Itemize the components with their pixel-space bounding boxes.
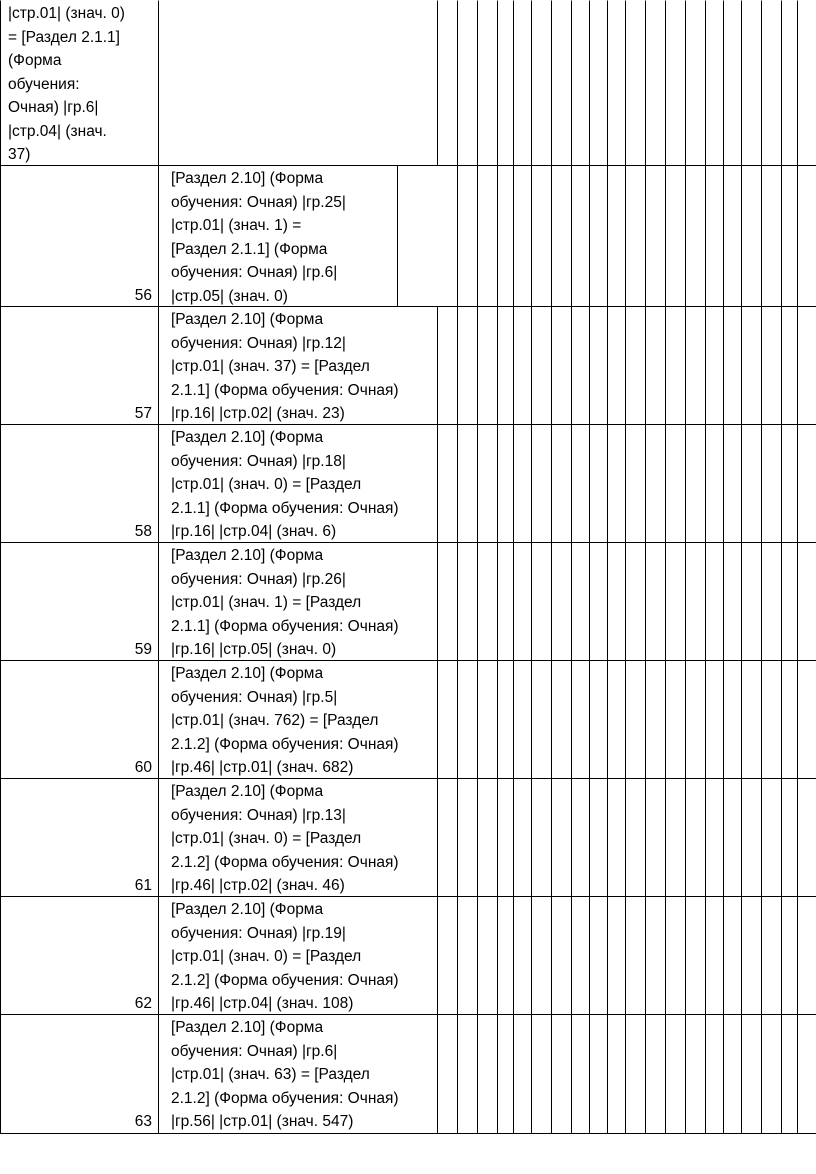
row-text-58: [Раздел 2.10] (Форма обучения: Очная) |гр.18| |стр.01| (знач. 0) = [Раздел 2.1.1] (Форма обучения: Очная) |гр.16| |стр.04| (знач. 6) [171,429,399,540]
continuation-cell-text: |стр.01| (знач. 0) = [Раздел 2.1.1] (Форма обучения: Очная) |гр.6| |стр.04| (знач. 37) [8,5,125,163]
row-number-58: 58 [134,523,152,540]
row-text-57: [Раздел 2.10] (Форма обучения: Очная) |гр.12| |стр.01| (знач. 37) = [Раздел 2.1.1] (Форма обучения: Очная) |гр.16| |стр.02| (знач. 23) [171,311,399,422]
row-text-56: [Раздел 2.10] (Форма обучения: Очная) |гр.25| |стр.01| (знач. 1) = [Раздел 2.1.1] (Форма обучения: Очная) |гр.6| |стр.05| (знач. 0) [171,170,346,305]
row-number-60: 60 [134,759,152,776]
row-number-61: 61 [134,877,152,894]
row-text-60: [Раздел 2.10] (Форма обучения: Очная) |гр.5| |стр.01| (знач. 762) = [Раздел 2.1.2] (Форма обучения: Очная) |гр.46| |стр.01| (знач. 682) [171,665,399,776]
row-text-63: [Раздел 2.10] (Форма обучения: Очная) |гр.6| |стр.01| (знач. 63) = [Раздел 2.1.2] (Форма обучения: Очная) |гр.56| |стр.01| (знач. 547) [171,1019,399,1130]
row-number-56: 56 [134,287,152,304]
row-text-62: [Раздел 2.10] (Форма обучения: Очная) |гр.19| |стр.01| (знач. 0) = [Раздел 2.1.2] (Форма обучения: Очная) |гр.46| |стр.04| (знач. 108) [171,901,399,1012]
row-number-63: 63 [134,1113,152,1130]
row-number-62: 62 [134,995,152,1012]
row-number-59: 59 [134,641,152,658]
row-text-61: [Раздел 2.10] (Форма обучения: Очная) |гр.13| |стр.01| (знач. 0) = [Раздел 2.1.2] (Форма обучения: Очная) |гр.46| |стр.02| (знач. 46) [171,783,399,894]
row-number-57: 57 [134,405,152,422]
row-text-59: [Раздел 2.10] (Форма обучения: Очная) |гр.26| |стр.01| (знач. 1) = [Раздел 2.1.1] (Форма обучения: Очная) |гр.16| |стр.05| (знач. 0) [171,547,399,658]
